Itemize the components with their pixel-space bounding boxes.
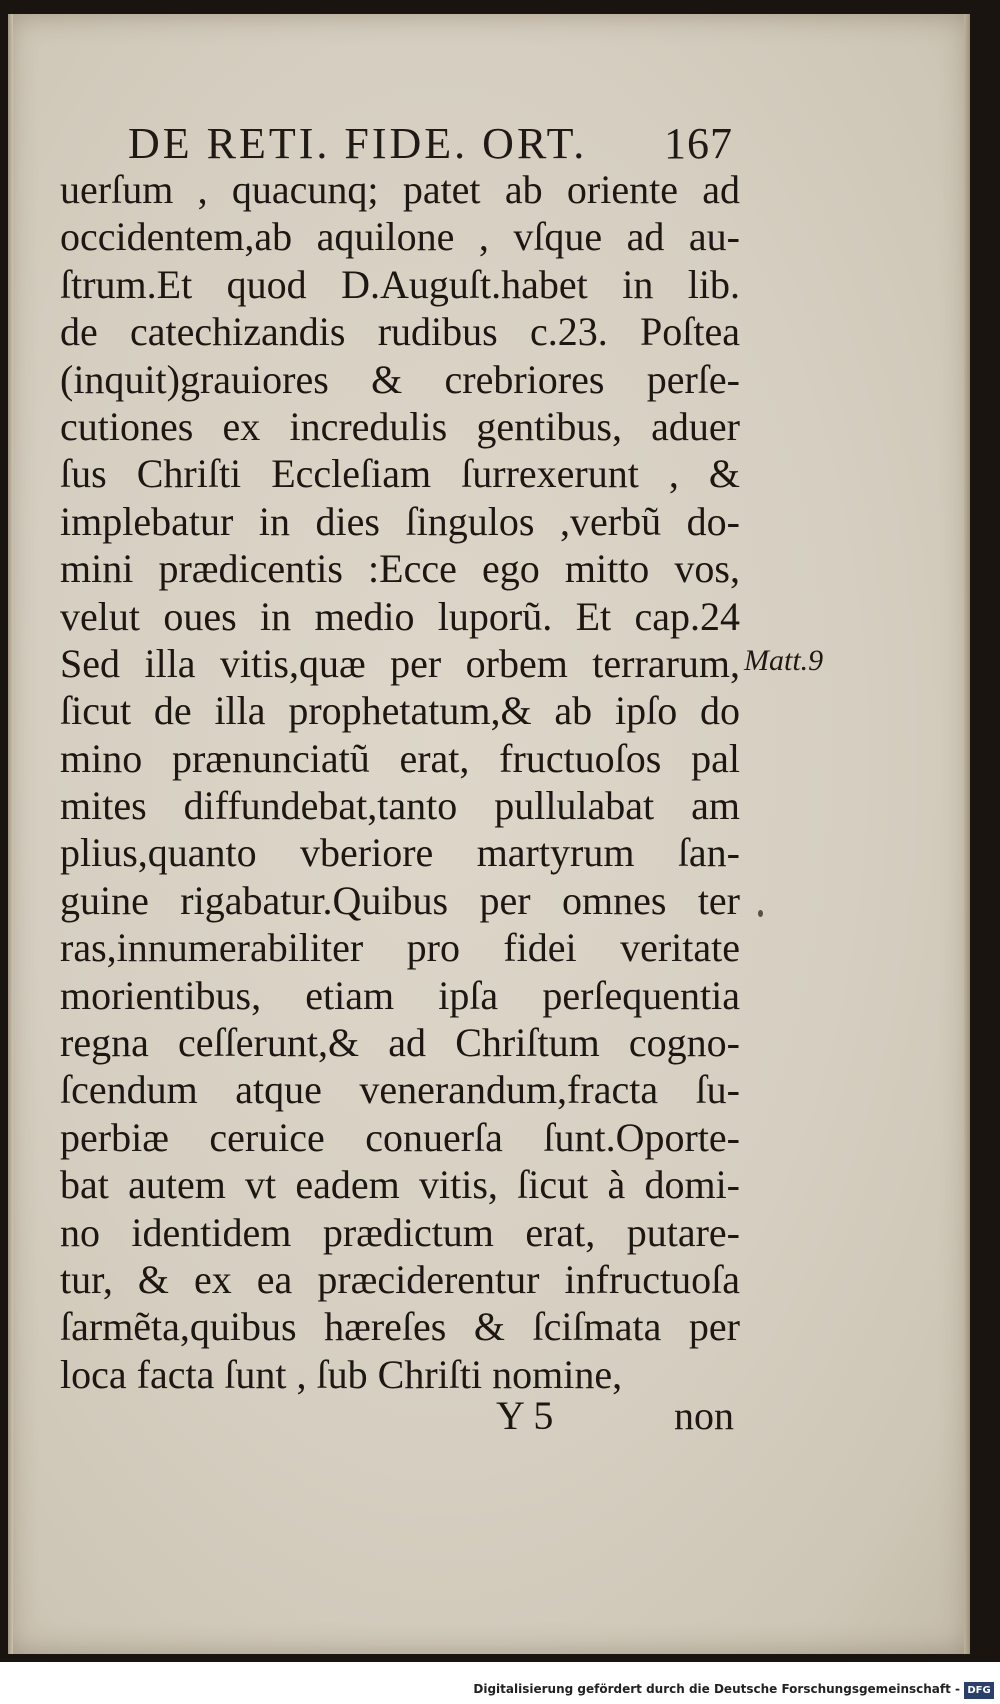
text-line: ras,innumerabiliter pro fidei veritate — [60, 925, 740, 971]
direction-line — [8, 1392, 970, 1442]
text-line: morientibus, etiam ipſa perſequentia — [60, 972, 740, 1018]
text-line: bat autem vt eadem vitis, ſicut à domi- — [60, 1162, 740, 1208]
page-number: 167 — [664, 119, 733, 168]
text-line: mini prædicentis :Ecce ego mitto vos, — [60, 546, 740, 592]
text-line: no identidem prædictum erat, putare- — [60, 1209, 740, 1255]
text-line: perbiæ ceruice conuerſa ſunt.Oporte- — [60, 1114, 740, 1160]
funding-credit: Digitalisierung gefördert durch die Deutsche Forschungsgemeinschaft - — [473, 1682, 960, 1696]
dfg-logo: DFG — [964, 1682, 994, 1699]
text-line: regna ceſſerunt,& ad Chriſtum cogno- — [60, 1020, 740, 1066]
running-head-title: DE RETI. FIDE. ORT. — [128, 119, 588, 168]
text-line: de catechizandis rudibus c.23. Poſtea — [60, 309, 740, 355]
body-text — [60, 166, 740, 1398]
text-line: tur, & ex ea præciderentur infructuoſa — [60, 1256, 740, 1302]
text-line: ſarmẽta,quibus hæreſes & ſciſmata per — [60, 1304, 740, 1350]
text-line: plius,quanto vberiore martyrum ſan- — [60, 830, 740, 876]
text-line: (inquit)grauiores & crebriores perſe- — [60, 356, 740, 402]
ink-speck — [758, 910, 763, 917]
credit-bar — [0, 1680, 1000, 1704]
text-line: mites diffundebat,tanto pullulabat am — [60, 783, 740, 829]
running-head — [128, 118, 733, 169]
text-line: ſtrum.Et quod D.Auguſt.habet in lib. — [60, 261, 740, 307]
text-line: uerſum , quacunq; patet ab oriente ad — [60, 167, 740, 212]
text-line: guine rigabatur.Quibus per omnes ter — [60, 877, 740, 923]
book-page — [8, 14, 970, 1654]
text-line: cutiones ex incredulis gentibus, aduer — [60, 403, 740, 449]
text-line: ſcendum atque venerandum,fracta ſu- — [60, 1067, 740, 1113]
marginal-reference: Matt.9 — [744, 644, 824, 677]
text-line: mino prænunciatũ erat, fructuoſos pal — [60, 735, 740, 781]
text-line: ſicut de illa prophetatum,& ab ipſo do — [60, 688, 740, 734]
catchword: non — [674, 1393, 734, 1438]
text-line: loca facta ſunt , ſub Chriſti nomine, — [60, 1351, 623, 1397]
text-line: occidentem,ab aquilone , vſque ad au- — [60, 214, 740, 260]
text-line: velut oues in medio luporũ. Et cap.24 — [60, 593, 740, 639]
text-line: ſus Chriſti Eccleſiam ſurrexerunt , & — [60, 451, 740, 497]
text-line: implebatur in dies ſingulos ,verbũ do- — [60, 498, 740, 544]
text-line: Sed illa vitis,quæ per orbem terrarum, — [60, 640, 740, 686]
signature-mark: Y 5 — [496, 1393, 554, 1438]
